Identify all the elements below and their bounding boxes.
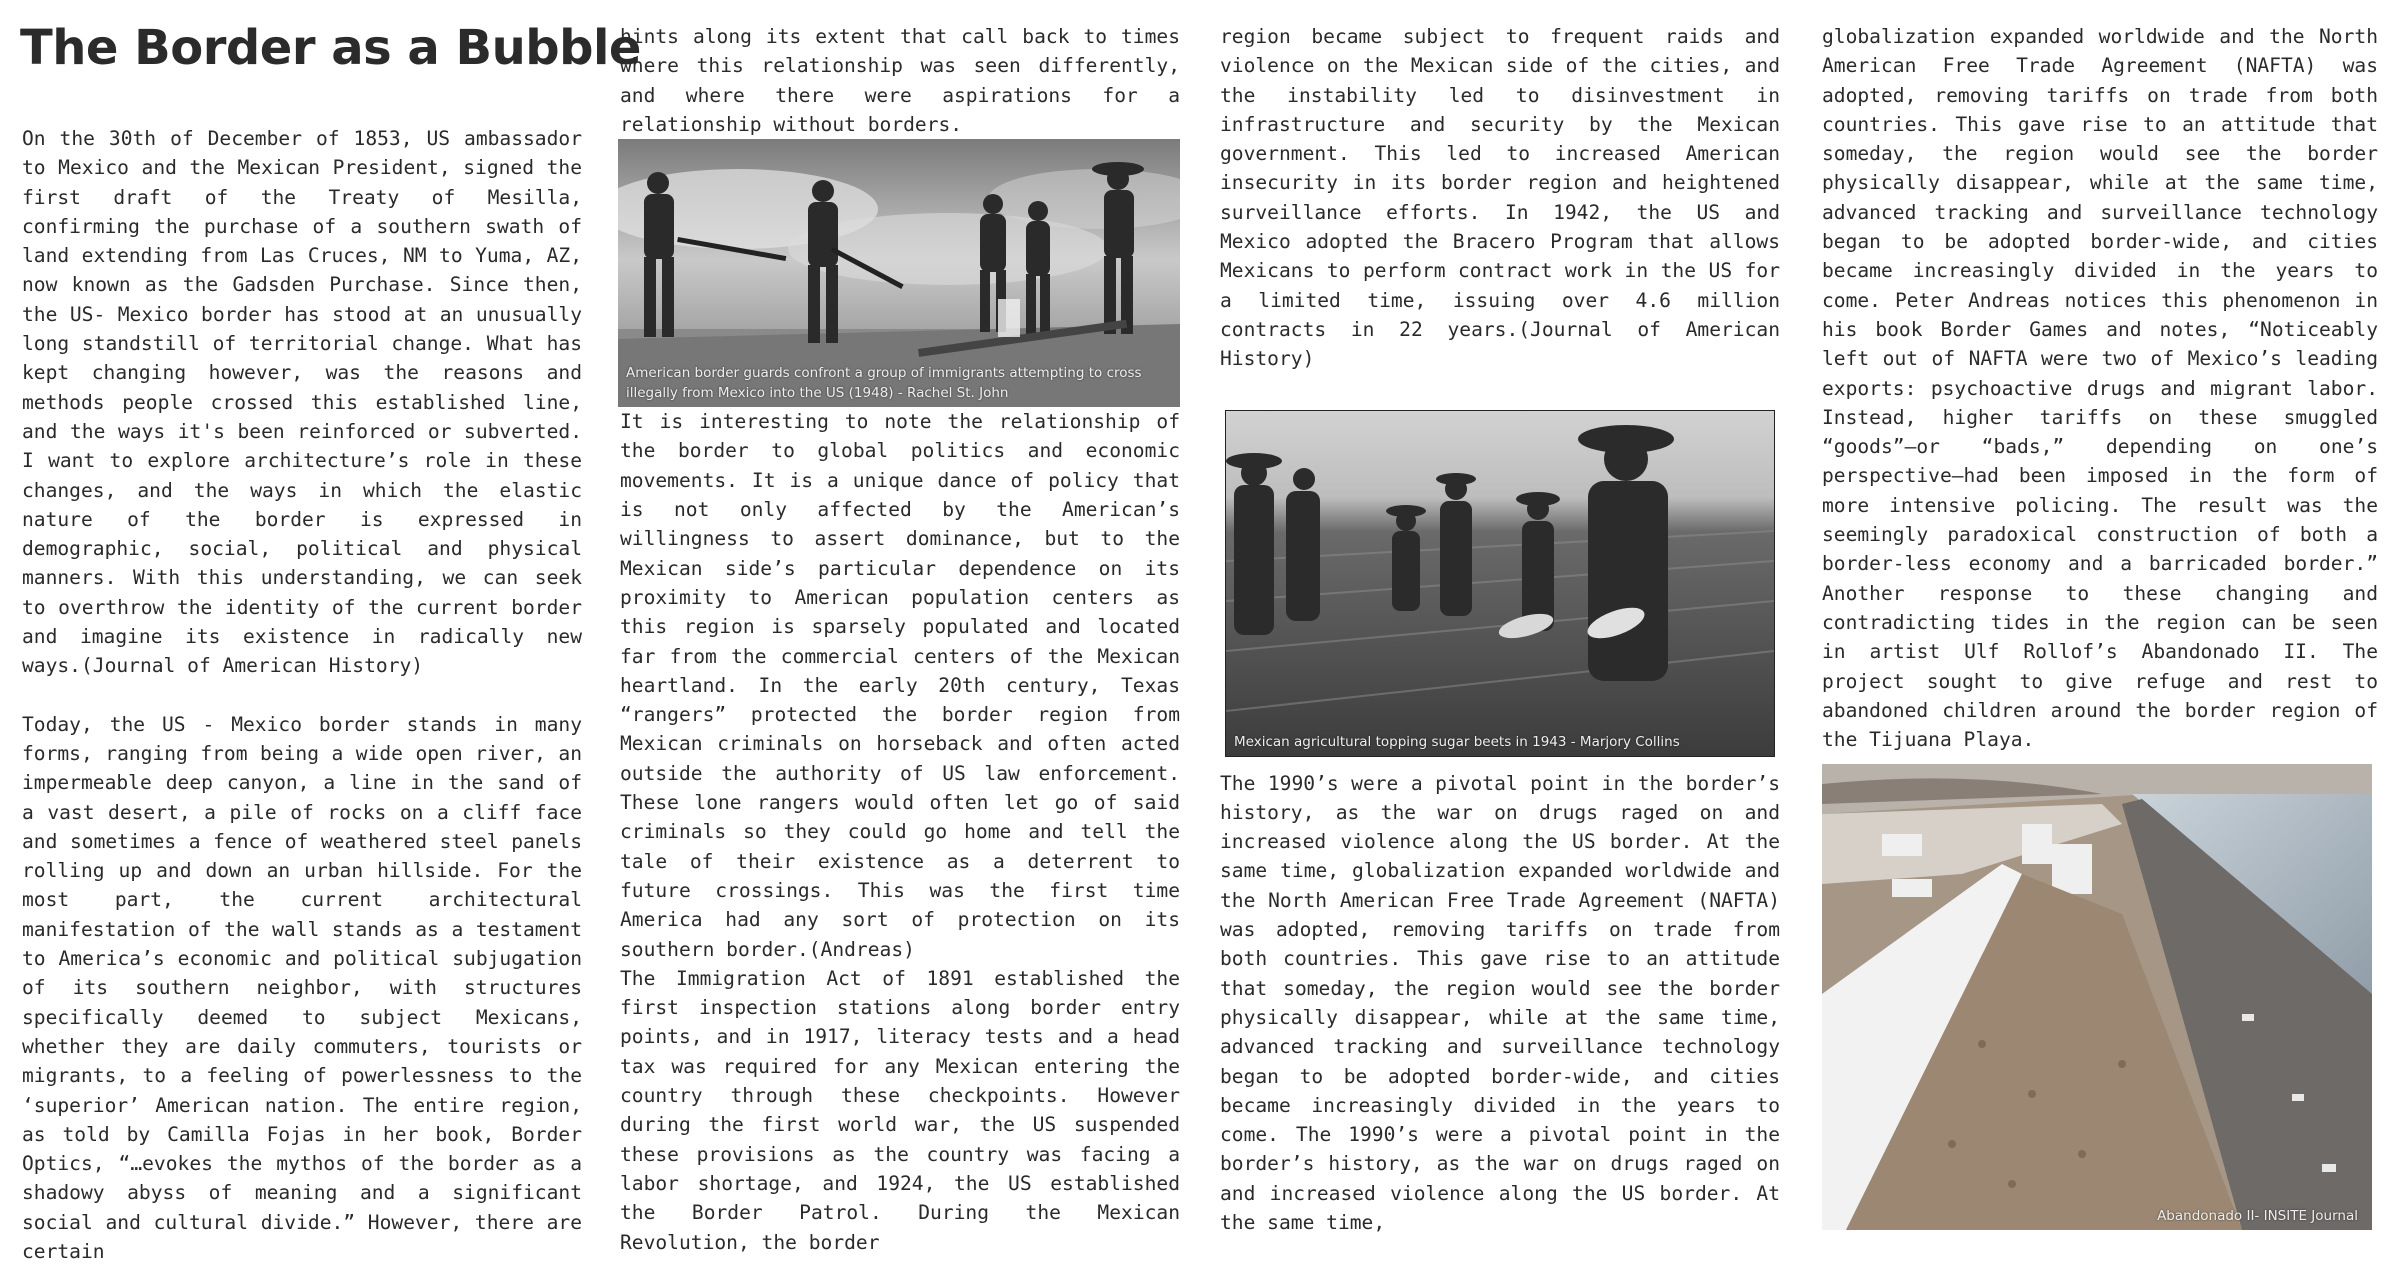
paragraph-continued-hints: hints along its extent that call back to times where this relationship was seen differently, and where there were aspirations for a relationship without borders. [620, 25, 1180, 136]
paragraph-border-today: Today, the US - Mexico border stands in many forms, ranging from being a wide open river, an impermeable deep canyon, a line in the sand of a vast desert, a pile of rocks on a cliff face and sometimes a fence of weathered steel panels rolling up and down an urban hillside. For the most part, the current architectural manifestation of the wall stands as a testament to America’s economic and political subjugation of its southern neighbor, with structures specifically deemed to subject Mexicans, whether they are daily commuters, tourists or migrants, to a feeling of powerlessness to the ‘superior’ American nation. The entire region, as told by Camilla Fojas in her book, Border Optics, “…evokes the mythos of the border as a shadowy abyss of meaning and a significant social and cultural divide.” However, there are certain [22, 712, 582, 1263]
paragraph-treaty-of-mesilla: On the 30th of December of 1853, US ambassador to Mexico and the Mexican President, signed the first draft of the Treaty of Mesilla, confirming the purchase of a southern swath of land extending from Las Cruces, NM to Yuma, AZ, now known as the Gadsden Purchase. Since then, the US- Mexico border has stood at an unusually long standstill of territorial change. What has kept changing however, was the reasons and methods people crossed this established line, and the ways it's been reinforced or subverted. I want to explore architecture’s role in these changes, and the ways in which the elastic nature of the border is expressed in demographic, social, political and physical manners. With this understanding, we can seek to overthrow the identity of the current border and imagine its existence in radically new ways.(Journal of American History) [22, 127, 582, 678]
caption-sugar-beet-workers: Mexican agricultural topping sugar beets in 1943 - Marjory Collins [1234, 733, 1680, 750]
paragraph-1990s-pivotal-point: The 1990’s were a pivotal point in the border’s history, as the war on drugs raged on and increased violence along the US border. At the same time, globalization expanded worldwide and the North American Free Trade Agreement (NAFTA) was adopted, removing tariffs on trade from both countries. This gave rise to an attitude that someday, the region would see the border physically disappear, while at the same time, advanced tracking and surveillance technology began to be adopted border-wide, and cities became increasingly divided in the years to come. The 1990’s were a pivotal point in the border’s history, as the war on drugs raged on and increased violence along the US border. At the same time, [1220, 771, 1780, 1235]
column-4 [1822, 0, 2378, 1225]
caption-border-guards: American border guards confront a group of immigrants attempting to cross illegally from Mexico into the US (1948) - Rachel St. John [626, 365, 1142, 402]
photo-abandonado-ii [1822, 764, 2372, 1230]
column-2 [620, 0, 1180, 1254]
paragraph-nafta-and-abandonado: globalization expanded worldwide and the North American Free Trade Agreement (NAFTA) was adopted, removing tariffs on trade from both countries. This gave rise to an attitude that someday, the region would see the border physically disappear, while at the same time, advanced tracking and surveillance technology began to be adopted border-wide, and cities became increasingly divided in the years to come. Peter Andreas notices this phenomenon in his book Border Games and notes, “Noticeably left out of NAFTA were two of Mexico’s leading exports: psychoactive drugs and migrant labor. Instead, higher tariffs on these smuggled “goods”—or “bads,” depending on one’s perspective—had been imposed in the form of more intensive policing. The result was the seemingly paradoxical construction of both a border-less economy and a barricaded border.” Another response to these changing and contradicting tides in the region can be seen in artist Ulf Rollof’s Abandonado II. The project sought to give refuge and rest to abandoned children around the border region of the Tijuana Playa. [1822, 25, 2378, 752]
paragraph-global-politics: It is interesting to note the relationship of the border to global politics and economic movements. It is a unique dance of policy that is not only affected by the American’s willingness to assert dominance, but to the Mexican side’s particular dependence on its proximity to American population centers as this region is sparsely populated and located far from the commercial centers of the Mexican heartland. In the early 20th century, Texas “rangers” protected the border region from Mexican criminals on horseback and often acted outside the authority of US law enforcement. These lone rangers would often let go of said criminals so they could go home and tell the tale of their existence as a deterrent to future crossings. This was the first time America had any sort of protection on its southern border.(Andreas) [620, 410, 1180, 961]
caption-abandonado-ii: Abandonado II- INSITE Journal [2157, 1208, 2358, 1225]
photo-border-guards [618, 139, 1180, 407]
sugar-beet-workers-image [1226, 411, 1774, 756]
abandonado-ii-aerial-image [1822, 764, 2372, 1230]
paragraph-bracero-program: region became subject to frequent raids and violence on the Mexican side of the cities, and the instability led to disinvestment in infrastructure and security by the Mexican government. This led to increased American insecurity in its border region and heightened surveillance efforts. In 1942, the US and Mexico adopted the Bracero Program that allows Mexicans to perform contract work in the US for a limited time, issuing over 4.6 million contracts in 22 years.(Journal of American History) [1220, 25, 1780, 371]
page-title: The Border as a Bubble [20, 20, 641, 76]
column-3 [1220, 0, 1780, 1235]
photo-sugar-beet-workers [1225, 410, 1775, 757]
paragraph-immigration-act: The Immigration Act of 1891 established the first inspection stations along border entry points, and in 1917, literacy tests and a head tax was required for any Mexican entering the country through these checkpoints. However during the first world war, the US suspended these provisions as the country was facing a labor shortage, and 1924, the US established the Border Patrol. During the Mexican Revolution, the border [620, 966, 1180, 1254]
column-1 [20, 0, 641, 1263]
